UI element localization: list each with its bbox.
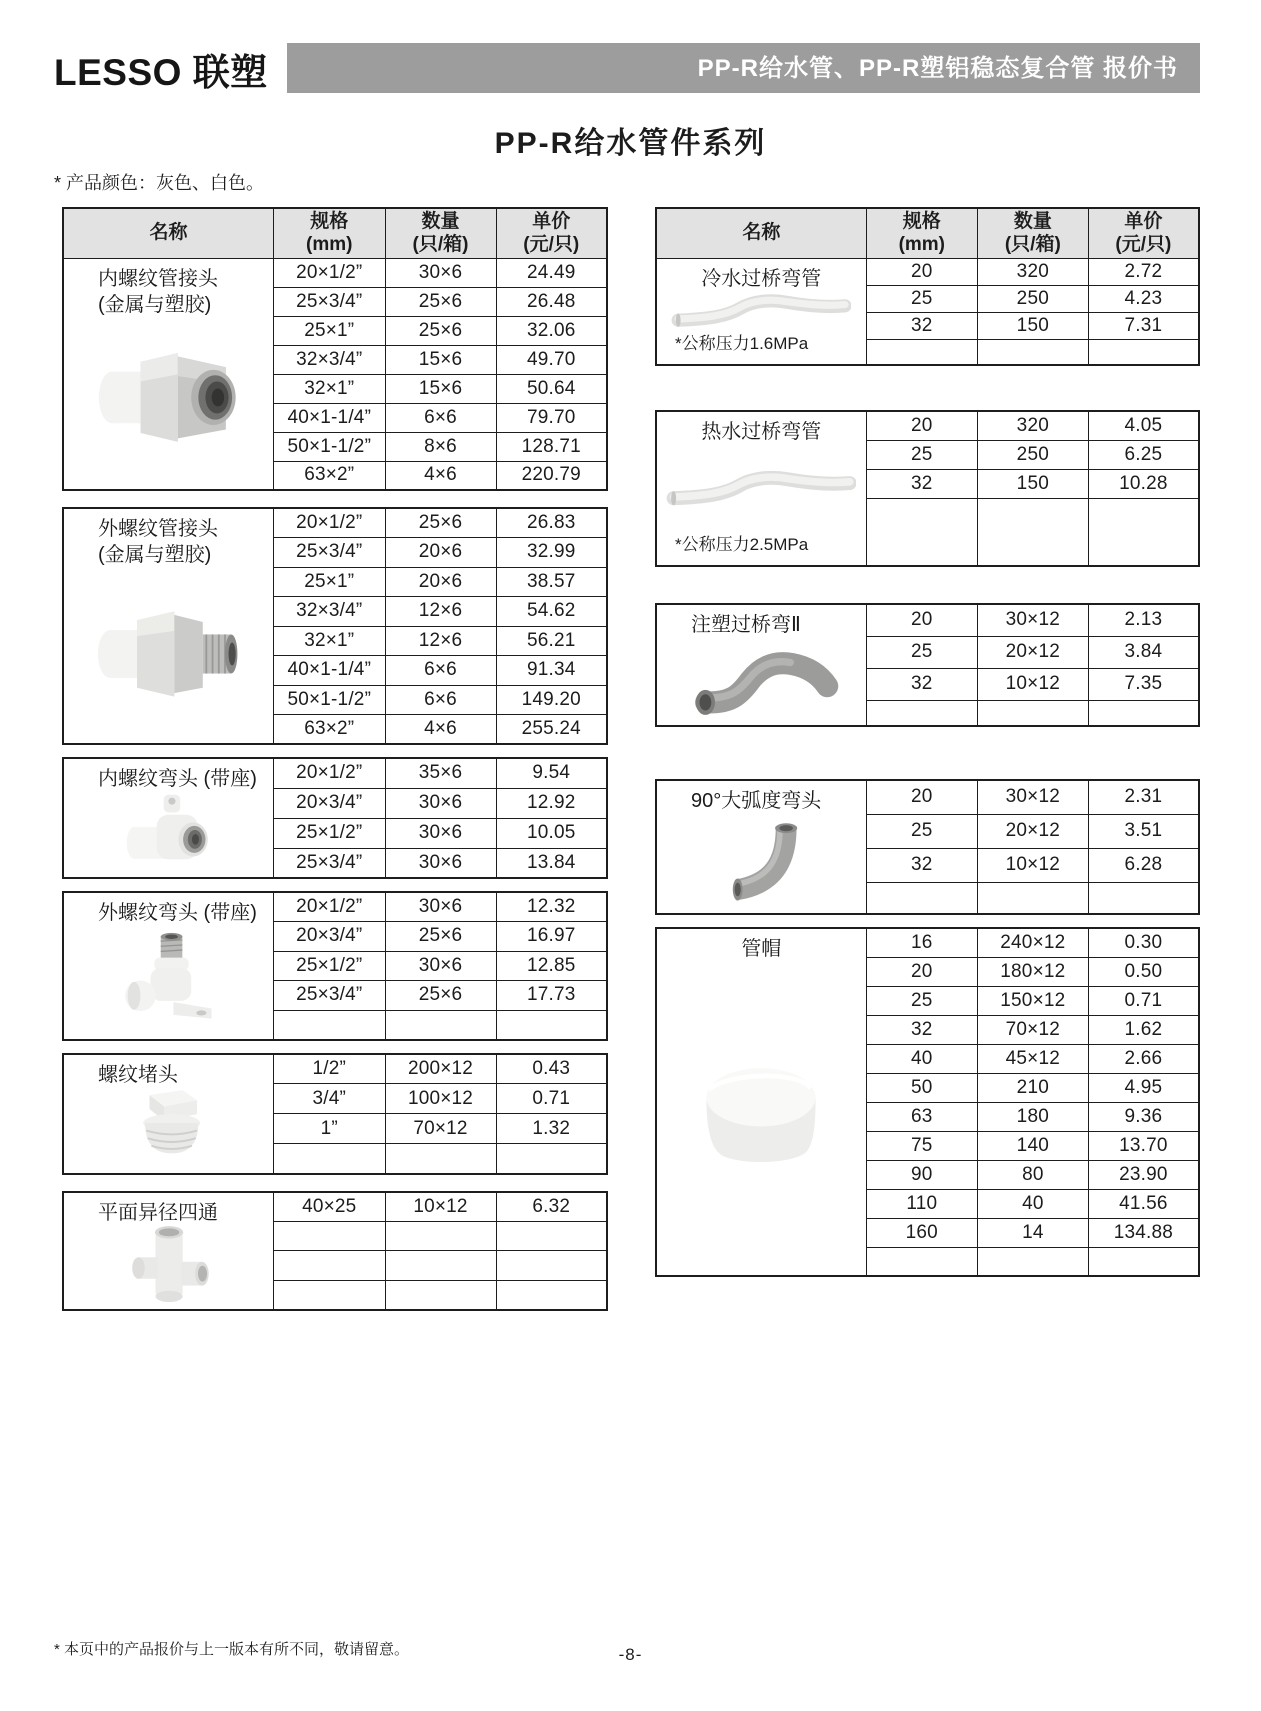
product-table-reducing-cross — [62, 1191, 608, 1311]
product-name — [72, 266, 265, 319]
col-header-qty-text: (只/箱) — [1004, 234, 1061, 256]
spec-cell — [274, 1221, 386, 1251]
spec-cell: 110 — [866, 1189, 977, 1218]
qty-cell: 180×12 — [977, 957, 1088, 986]
col-header-price-text: (元/只) — [1115, 234, 1172, 256]
qty-cell: 6×6 — [385, 685, 496, 715]
spec-cell: 40×25 — [274, 1192, 386, 1222]
product-table-pipe-cap — [655, 927, 1200, 1277]
qty-cell: 70×12 — [977, 1015, 1088, 1044]
product-cell-union-female — [63, 258, 274, 490]
qty-cell: 30×12 — [977, 780, 1088, 814]
spec-cell: 32 — [866, 668, 977, 700]
col-header-name — [656, 208, 866, 258]
qty-cell: 14 — [977, 1218, 1088, 1247]
qty-cell: 20×6 — [385, 538, 496, 568]
spec-cell: 63×2” — [274, 461, 386, 490]
col-header-spec-text: (mm) — [898, 234, 946, 256]
pipe-cap-photo — [665, 962, 858, 1267]
spec-cell: 1/2” — [274, 1054, 386, 1084]
banner-title: PP-R给水管、PP-R塑铝稳态复合管 报价书 — [287, 43, 1200, 93]
price-cell: 6.32 — [496, 1192, 607, 1222]
col-header-spec-text: (mm) — [306, 234, 353, 256]
product-name — [665, 419, 858, 445]
price-cell: 255.24 — [496, 715, 607, 745]
price-cell: 0.43 — [496, 1054, 607, 1084]
product-cell-molded-bridge-bend — [656, 604, 866, 726]
spec-cell: 25 — [866, 636, 977, 668]
product-name-text: 冷水过桥弯管 — [701, 267, 822, 290]
qty-cell — [385, 1251, 496, 1281]
product-cell-reducing-cross — [63, 1192, 274, 1310]
qty-cell: 320 — [977, 411, 1088, 440]
qty-cell — [385, 1010, 496, 1040]
qty-cell: 12×6 — [385, 626, 496, 656]
price-cell: 9.54 — [496, 758, 607, 788]
product-cell-threaded-plug — [63, 1054, 274, 1174]
price-cell: 24.49 — [496, 258, 607, 287]
spec-cell: 50×1-1/2” — [274, 685, 386, 715]
product-name — [72, 516, 265, 569]
qty-cell: 30×6 — [385, 951, 496, 981]
spec-cell — [274, 1010, 386, 1040]
qty-cell: 100×12 — [385, 1084, 496, 1114]
qty-cell: 150×12 — [977, 986, 1088, 1015]
col-header-spec — [274, 208, 386, 258]
product-table-cold-bridge-pipe — [655, 207, 1200, 366]
page-title: PP-R给水管件系列 — [494, 127, 767, 160]
spec-cell: 63 — [866, 1102, 977, 1131]
product-table-union-male — [62, 507, 608, 745]
col-header-spec-text: 规格 — [310, 210, 349, 232]
col-header-price — [496, 208, 607, 258]
spec-cell: 40 — [866, 1044, 977, 1073]
price-cell: 4.05 — [1088, 411, 1199, 440]
union-male-photo — [72, 569, 265, 735]
qty-cell: 200×12 — [385, 1054, 496, 1084]
table-row — [63, 1192, 607, 1222]
price-cell: 16.97 — [496, 922, 607, 952]
product-name-text: 90°大弧度弯头 — [691, 790, 822, 812]
tables-area — [62, 207, 1201, 1311]
qty-cell: 30×6 — [385, 848, 496, 878]
spec-cell: 20×1/2” — [274, 758, 386, 788]
spec-cell: 20 — [866, 780, 977, 814]
price-cell: 56.21 — [496, 626, 607, 656]
price-cell: 26.48 — [496, 287, 607, 316]
qty-cell: 8×6 — [385, 432, 496, 461]
col-header-price-text: (元/只) — [523, 234, 580, 256]
qty-cell: 320 — [977, 258, 1088, 285]
spec-cell: 20 — [866, 258, 977, 285]
price-cell: 2.72 — [1088, 258, 1199, 285]
spec-cell: 25×3/4” — [274, 848, 386, 878]
col-header-name-text: 名称 — [149, 222, 188, 244]
col-header-price — [1088, 208, 1199, 258]
qty-cell: 140 — [977, 1131, 1088, 1160]
qty-cell: 80 — [977, 1160, 1088, 1189]
price-cell: 2.13 — [1088, 604, 1199, 636]
qty-cell: 15×6 — [385, 345, 496, 374]
price-cell: 17.73 — [496, 981, 607, 1011]
price-cell: 32.06 — [496, 316, 607, 345]
table-header-row — [656, 208, 1199, 258]
price-cell: 26.83 — [496, 508, 607, 538]
qty-cell: 4×6 — [385, 461, 496, 490]
spec-cell: 1” — [274, 1114, 386, 1144]
spec-cell: 25×1/2” — [274, 818, 386, 848]
price-cell: 134.88 — [1088, 1218, 1199, 1247]
price-cell — [1088, 700, 1199, 726]
product-name-text: 内螺纹管接头 — [98, 267, 218, 290]
pressure-note: *公称压力2.5MPa — [675, 535, 809, 554]
qty-cell: 15×6 — [385, 374, 496, 403]
product-cell-hot-bridge-pipe — [656, 411, 866, 566]
qty-cell — [977, 700, 1088, 726]
spec-cell: 25 — [866, 814, 977, 848]
left-column — [62, 207, 608, 1311]
table-row — [656, 258, 1199, 285]
qty-cell: 25×6 — [385, 316, 496, 345]
price-cell: 13.70 — [1088, 1131, 1199, 1160]
footer-note: * 本页中的产品报价与上一版本有所不同，敬请留意。 — [54, 1641, 410, 1658]
price-cell — [496, 1221, 607, 1251]
pressure-note: *公称压力1.6MPa — [675, 333, 809, 353]
table-row — [63, 258, 607, 287]
price-cell: 7.31 — [1088, 312, 1199, 339]
spec-cell: 20×3/4” — [274, 922, 386, 952]
product-name-text: 平面异径四通 — [98, 1201, 218, 1224]
qty-cell — [977, 1247, 1088, 1276]
spec-cell — [866, 339, 977, 365]
price-cell: 12.92 — [496, 788, 607, 818]
price-cell — [1088, 1247, 1199, 1276]
spec-cell: 25 — [866, 285, 977, 312]
spec-cell — [866, 882, 977, 914]
elbow-male-seat-photo — [72, 926, 265, 1030]
qty-cell: 30×6 — [385, 892, 496, 922]
spec-cell — [866, 1247, 977, 1276]
spec-cell: 32 — [866, 469, 977, 498]
spec-cell: 25 — [866, 440, 977, 469]
qty-cell: 6×6 — [385, 403, 496, 432]
product-name-text: 外螺纹管接头 — [98, 518, 218, 540]
spec-cell: 20 — [866, 957, 977, 986]
qty-cell: 240×12 — [977, 928, 1088, 957]
spec-cell: 50 — [866, 1073, 977, 1102]
spec-cell — [274, 1144, 386, 1174]
price-cell — [496, 1280, 607, 1310]
qty-cell: 150 — [977, 469, 1088, 498]
threaded-plug-photo — [72, 1088, 265, 1165]
price-cell: 1.32 — [496, 1114, 607, 1144]
spec-cell: 20 — [866, 604, 977, 636]
col-header-qty — [385, 208, 496, 258]
spec-cell: 25×3/4” — [274, 538, 386, 568]
product-name-text: 外螺纹弯头 (带座) — [98, 902, 257, 924]
qty-cell: 20×12 — [977, 636, 1088, 668]
table-row — [63, 508, 607, 538]
qty-cell: 45×12 — [977, 1044, 1088, 1073]
spec-cell: 32×3/4” — [274, 597, 386, 627]
spec-cell: 160 — [866, 1218, 977, 1247]
price-cell: 2.66 — [1088, 1044, 1199, 1073]
qty-cell: 20×6 — [385, 567, 496, 597]
spec-cell: 20×1/2” — [274, 258, 386, 287]
product-cell-cold-bridge-pipe — [656, 258, 866, 365]
product-name-text: (金属与塑胶) — [98, 544, 212, 567]
price-cell: 6.25 — [1088, 440, 1199, 469]
product-name — [665, 936, 858, 962]
price-cell: 0.71 — [1088, 986, 1199, 1015]
col-header-qty — [977, 208, 1088, 258]
product-name-text: 注塑过桥弯Ⅱ — [691, 614, 801, 636]
spec-cell: 40×1-1/4” — [274, 656, 386, 686]
spec-cell: 25×1/2” — [274, 951, 386, 981]
spec-cell: 3/4” — [274, 1084, 386, 1114]
price-cell: 2.31 — [1088, 780, 1199, 814]
spec-cell: 32 — [866, 312, 977, 339]
price-cell: 6.28 — [1088, 848, 1199, 882]
qty-cell: 25×6 — [385, 922, 496, 952]
elbow-female-seat-photo — [72, 792, 265, 869]
col-header-qty-text: (只/箱) — [412, 234, 469, 256]
col-header-qty-text: 数量 — [421, 210, 460, 232]
table-header-row — [63, 208, 607, 258]
col-header-price-text: 单价 — [1124, 210, 1163, 232]
product-color-note: * 产品颜色：灰色、白色。 — [54, 173, 265, 193]
price-cell: 12.32 — [496, 892, 607, 922]
price-cell: 10.28 — [1088, 469, 1199, 498]
qty-cell — [977, 882, 1088, 914]
spec-cell: 20 — [866, 411, 977, 440]
col-header-name — [63, 208, 274, 258]
price-cell — [1088, 339, 1199, 365]
qty-cell: 180 — [977, 1102, 1088, 1131]
col-header-spec-text: 规格 — [902, 210, 941, 232]
product-name — [72, 1062, 265, 1088]
spec-cell: 20×1/2” — [274, 892, 386, 922]
product-table-elbow-male-seat — [62, 891, 608, 1041]
table-row — [656, 604, 1199, 636]
spec-cell: 25×1” — [274, 567, 386, 597]
price-cell — [496, 1144, 607, 1174]
spec-cell: 20×1/2” — [274, 508, 386, 538]
price-cell: 12.85 — [496, 951, 607, 981]
price-cell — [1088, 882, 1199, 914]
price-cell: 220.79 — [496, 461, 607, 490]
qty-cell: 40 — [977, 1189, 1088, 1218]
qty-cell: 30×6 — [385, 818, 496, 848]
product-cell-union-male — [63, 508, 274, 744]
product-name-text: 热水过桥弯管 — [701, 421, 822, 443]
bridge-pipe-photo — [665, 292, 858, 329]
spec-cell: 25×3/4” — [274, 287, 386, 316]
qty-cell: 30×6 — [385, 258, 496, 287]
table-row — [656, 928, 1199, 957]
qty-cell: 250 — [977, 440, 1088, 469]
reducing-cross-photo — [72, 1226, 265, 1301]
qty-cell: 70×12 — [385, 1114, 496, 1144]
spec-cell: 32×3/4” — [274, 345, 386, 374]
elbow-90-photo — [665, 814, 858, 905]
product-table-union-female — [62, 207, 608, 491]
price-cell — [1088, 498, 1199, 566]
qty-cell: 35×6 — [385, 758, 496, 788]
table-row — [63, 1054, 607, 1084]
qty-cell — [385, 1144, 496, 1174]
price-cell — [496, 1010, 607, 1040]
price-cell: 3.51 — [1088, 814, 1199, 848]
col-header-price-text: 单价 — [532, 210, 571, 232]
product-cell-elbow-female-seat — [63, 758, 274, 878]
molded-bridge-bend-photo — [665, 638, 858, 717]
price-cell: 149.20 — [496, 685, 607, 715]
col-header-spec — [866, 208, 977, 258]
table-row — [656, 780, 1199, 814]
price-cell: 128.71 — [496, 432, 607, 461]
spec-cell: 25 — [866, 986, 977, 1015]
spec-cell: 32×1” — [274, 626, 386, 656]
price-cell: 79.70 — [496, 403, 607, 432]
table-row — [63, 892, 607, 922]
spec-cell: 32 — [866, 848, 977, 882]
product-table-molded-bridge-bend — [655, 603, 1200, 727]
price-cell: 49.70 — [496, 345, 607, 374]
price-cell: 38.57 — [496, 567, 607, 597]
product-cell-elbow-90-large-radius — [656, 780, 866, 914]
lesso-logo: LESSO 联塑 — [54, 52, 268, 93]
spec-cell — [274, 1251, 386, 1281]
qty-cell: 10×12 — [977, 848, 1088, 882]
qty-cell — [385, 1221, 496, 1251]
price-cell: 41.56 — [1088, 1189, 1199, 1218]
product-name-text: 内螺纹弯头 (带座) — [98, 768, 257, 790]
product-name-text: 管帽 — [741, 938, 782, 960]
qty-cell: 30×6 — [385, 788, 496, 818]
spec-cell: 75 — [866, 1131, 977, 1160]
qty-cell: 12×6 — [385, 597, 496, 627]
qty-cell: 10×12 — [385, 1192, 496, 1222]
price-cell: 23.90 — [1088, 1160, 1199, 1189]
table-row — [63, 758, 607, 788]
qty-cell: 25×6 — [385, 287, 496, 316]
qty-cell: 210 — [977, 1073, 1088, 1102]
price-cell: 54.62 — [496, 597, 607, 627]
spec-cell: 25×3/4” — [274, 981, 386, 1011]
price-cell: 13.84 — [496, 848, 607, 878]
price-cell: 0.50 — [1088, 957, 1199, 986]
qty-cell: 30×12 — [977, 604, 1088, 636]
qty-cell: 25×6 — [385, 508, 496, 538]
spec-cell: 40×1-1/4” — [274, 403, 386, 432]
qty-cell: 25×6 — [385, 981, 496, 1011]
price-cell: 10.05 — [496, 818, 607, 848]
qty-cell: 250 — [977, 285, 1088, 312]
spec-cell: 20×3/4” — [274, 788, 386, 818]
product-name — [72, 900, 265, 926]
qty-cell — [977, 498, 1088, 566]
qty-cell: 20×12 — [977, 814, 1088, 848]
union-female-photo — [72, 318, 265, 480]
price-cell — [496, 1251, 607, 1281]
price-cell: 32.99 — [496, 538, 607, 568]
qty-cell — [385, 1280, 496, 1310]
spec-cell — [866, 700, 977, 726]
table-row — [656, 411, 1199, 440]
product-table-hot-bridge-pipe — [655, 410, 1200, 567]
product-name-text: (金属与塑胶) — [98, 293, 212, 316]
spec-cell: 32 — [866, 1015, 977, 1044]
qty-cell — [977, 339, 1088, 365]
price-cell: 4.95 — [1088, 1073, 1199, 1102]
product-cell-elbow-male-seat — [63, 892, 274, 1040]
spec-cell: 32×1” — [274, 374, 386, 403]
spec-cell — [866, 498, 977, 566]
product-name-text: 螺纹堵头 — [98, 1063, 178, 1086]
price-cell: 7.35 — [1088, 668, 1199, 700]
spec-cell: 25×1” — [274, 316, 386, 345]
price-cell: 0.71 — [496, 1084, 607, 1114]
product-name — [72, 766, 265, 792]
spec-cell — [274, 1280, 386, 1310]
price-cell: 91.34 — [496, 656, 607, 686]
spec-cell: 90 — [866, 1160, 977, 1189]
price-cell: 3.84 — [1088, 636, 1199, 668]
price-cell: 50.64 — [496, 374, 607, 403]
product-table-threaded-plug — [62, 1053, 608, 1175]
qty-cell: 150 — [977, 312, 1088, 339]
product-table-elbow-90-large-radius — [655, 779, 1200, 915]
col-header-name-text: 名称 — [742, 222, 781, 244]
price-cell: 9.36 — [1088, 1102, 1199, 1131]
right-column — [655, 207, 1200, 1277]
qty-cell: 6×6 — [385, 656, 496, 686]
price-cell: 1.62 — [1088, 1015, 1199, 1044]
price-cell: 4.23 — [1088, 285, 1199, 312]
price-cell: 0.30 — [1088, 928, 1199, 957]
qty-cell: 4×6 — [385, 715, 496, 745]
product-cell-pipe-cap — [656, 928, 866, 1276]
spec-cell: 50×1-1/2” — [274, 432, 386, 461]
spec-cell: 63×2” — [274, 715, 386, 745]
col-header-qty-text: 数量 — [1013, 210, 1052, 232]
page-number: -8- — [618, 1645, 643, 1664]
spec-cell: 16 — [866, 928, 977, 957]
bridge-pipe-photo — [665, 445, 858, 530]
qty-cell: 10×12 — [977, 668, 1088, 700]
product-table-elbow-female-seat — [62, 757, 608, 879]
